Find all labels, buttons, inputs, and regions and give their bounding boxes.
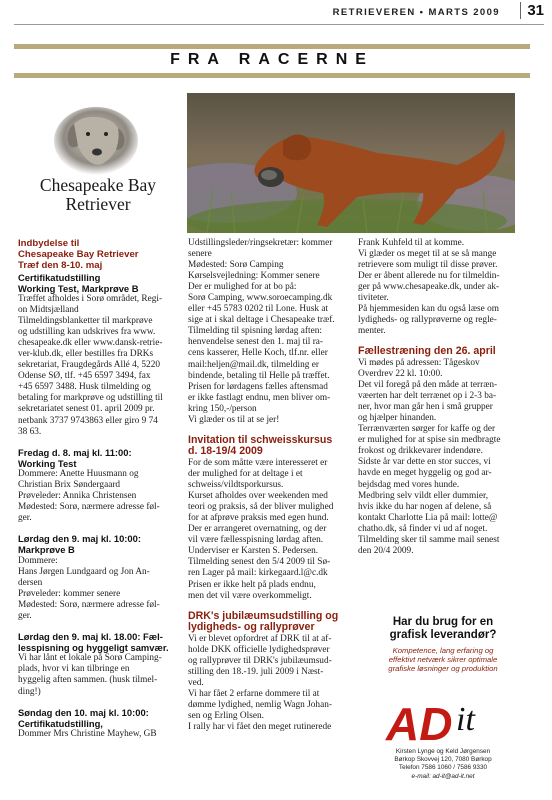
section-heading: Invitation til schweisskursus	[188, 433, 333, 446]
section-heading: DRK's jubilæumsudstilling og	[188, 609, 339, 622]
section-heading: d. 18-19/4 2009	[188, 445, 263, 458]
event-heading: Fredag d. 8. maj kl. 11:00:	[18, 446, 132, 458]
magazine-name: RETRIEVEREN	[332, 7, 416, 18]
section-heading: lydigheds- og rallyprøver	[188, 621, 315, 634]
page-number: 31	[520, 2, 544, 19]
event-heading: Working Test	[18, 457, 77, 469]
page-header	[14, 0, 544, 26]
event-heading: Certifikatudstilling,	[18, 717, 103, 729]
dog-head-icon	[52, 106, 140, 176]
heading: Indbydelse til	[18, 238, 80, 249]
article-column-1: Indbydelse til Chesapeake Bay Retriever Træf den 8-10. maj Certifikatudstilling Working Test, Markprøve B Træffet afholdes i Sorø området, Regi- on Midtsjælland Tilmeldingsblanketter til markprøve og udstilling kan udskrives fra www. chesapeake.dk eller www.dansk-retrie- ver-klub.dk, eller bestilles fra DRKs sekretariat, Fraugdegårds Allé 4, 5220 Odense SØ, tlf. +45 6597 3494, fax +45 6597 3488. Husk tilmelding og betaling for markprøve og udstilling til sekretariatet senest 01. april 2009 pr. netbank 3737 9743863 eller giro 9 74 38 63. Fredag d. 8. maj kl. 11:00: Working Test Dommere: Anette Huusmann og Christian Brix Søndergaard Prøveleder: Annika Christensen Mødested: Sorø, nærmere adresse føl- ger. Lørdag den 9. maj kl. 10:00: Markprøve B Dommere: Hans Jørgen Lundgaard og Jon An- dersen Prøveleder: kommer senere Mødested: Sorø, nærmere adresse føl- ger. Lørdag den 9. maj kl. 18.00: Fæl- lesspisning og hyggeligt samvær. Vi har lånt et lokale på Sorø Camping- plads, hvor vi kan tilbringe en hyggelig aften sammen. (husk tilmel- ding!) Søndag den 10. maj kl. 10:00: Certifikatudstilling, Dommer Mrs Christine Mayhew, GB	[18, 238, 186, 740]
retriever-photo	[187, 93, 515, 233]
breed-logo	[18, 96, 178, 236]
section-banner	[14, 44, 530, 78]
event-heading: Søndag den 10. maj kl. 10:00:	[18, 706, 149, 718]
section-heading: Fællestræning den 26. april	[358, 345, 496, 358]
event-heading: Lørdag den 9. maj kl. 10:00:	[18, 533, 141, 545]
article-column-2: Udstillingsleder/ringsekretær: kommer senere Mødested: Sorø Camping Kørselsvejledning: Kommer senere Der er mulighed for at bo på: Sorø Camping, www.soroecamping.dk eller +45 5783 0202 til Lone. Husk at sige at i skal deltage i Chesapeake træf. Tilmelding til spisning lørdag aften: henvendelse senest den 1. maj til ra- cens kasserer, Helle Koch, tlf.nr. eller mail:heljen@mail.dk, tilmelding er bindende, betaling til Helle på træffet. Prisen for lørdagens fælles aftensmad er ikke fastlagt endnu, men bliver om- kring 150,-/person Vi glæder os til at se jer! Invitation til schweisskursus d. 18-19/4 2009 For de som måtte være interesseret er der mulighed for at deltage i et schweiss/vildtsporkursus. Kurset afholdes over weekenden med teori og praksis, så der bliver mulighed for at afprøve praksis med egen hund. Der er arrangeret overnatning, og der vil være fællesspisning lørdag aften. Underviser er Karsten S. Pedersen. Tilmelding senest den 5/4 2009 til Sø- ren Lager på mail: kirkegaard.l@c.dk Prisen er ikke helt på plads endnu, men det vil være overkommeligt. DRK's jubilæumsudstilling og lydigheds- og rallyprøver Vi er blevet opfordret af DRK til at af- holde DKK officielle lydighedsprøver og rallyprøver til DRK's jubilæumsud- stilling den 18.-19. juli 2009 i Næst- ved. Vi har fået 2 erfarne dommere til at dømme lydighed, nemlig Wagn Johan- sen og Erling Olsen. I rally har vi fået den meget rutinerede	[188, 238, 364, 733]
subheading: Certifikatudstilling	[18, 271, 101, 283]
article-column-3: Frank Kuhfeld til at komme. Vi glæder os meget til at se så mange retrievere som muligt til disse prøver. Der er åbent allerede nu for tilmeldin- ger på www.chesapeake.dk, under ak- tiviteter. På hjemmesiden kan du også læse om lydigheds- og rallyprøverne og regle- menter. Fællestræning den 26. april Vi mødes på adressen: Tågeskov Overdrev 22 kl. 10:00. Det vil foregå på den måde at terræn- væerten har delt terrænet op i 2-3 ba- ner, hvor man går hen i små grupper og hjælper hinanden. Terrænværten sørger for kaffe og der er mulighed for at spise sin medbragte frokost og drikkevarer indendøre. Sidste år var dette en stor succes, vi havde en meget hyggelig og god ar- bejdsdag med vores hunde. Medbring selv vildt eller dummier, hvis ikke du har nogen af delene, så kontakt Charlotte Lia på mail: lotte@ chatho.dk, så finder vi ud af noget. Tilmelding sker til samme mail senest den 20/4 2009.	[358, 238, 518, 557]
event-heading: lesspisning og hyggeligt samvær.	[18, 642, 169, 654]
section-title: FRA RACERNE	[170, 51, 374, 68]
ad-headline: Har du brug for en	[392, 616, 494, 628]
event-heading: Lørdag den 9. maj kl. 18.00: Fæl-	[18, 630, 163, 642]
event-heading: Markprøve B	[18, 544, 75, 556]
ad-tagline: Kompetence, lang erfaring og effektivt netværk sikrer optimale grafiske løsninger og produktion	[388, 646, 498, 673]
svg-text:AD: AD	[386, 698, 453, 746]
heading: Chesapeake Bay Retriever	[18, 249, 139, 261]
dog-photo-image	[187, 93, 515, 233]
svg-text:it: it	[456, 701, 475, 738]
header-rule	[14, 24, 544, 25]
adit-logo	[382, 696, 502, 746]
issue-label: MARTS 2009	[428, 7, 500, 18]
running-header: RETRIEVEREN • MARTS 2009	[332, 7, 500, 18]
subheading: Working Test, Markprøve B	[18, 282, 139, 294]
breed-name: Chesapeake Bay Retriever	[39, 175, 157, 214]
ad-email[interactable]: e-mail: ad-it@ad-it.net	[411, 772, 475, 780]
heading: Træf den 8-10. maj	[18, 260, 103, 272]
advertisement	[366, 616, 520, 791]
ad-contact: Kirsten Lynge og Keld Jørgensen Børkop Skovvej 120, 7080 Børkop Telefon 7586 1060 / 7586 9330 e-mail: ad-it@ad-it.net	[366, 748, 520, 781]
ad-headline: grafisk leverandør?	[389, 629, 497, 641]
